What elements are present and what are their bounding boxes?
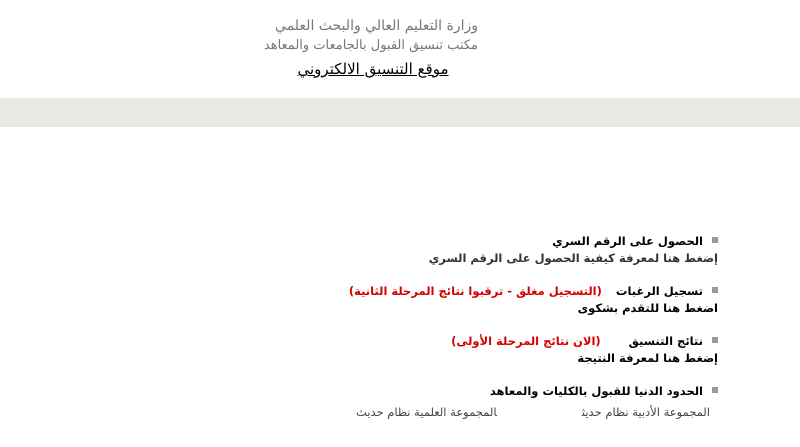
scientific-group-link[interactable]: المجموعة العلمية نظام حديث <box>355 405 497 419</box>
menu-item-minimum <box>218 383 718 400</box>
complaint-link[interactable]: اضغط هنا للتقدم بشكوى <box>577 301 718 315</box>
square-bullet-icon <box>712 287 718 293</box>
site-home-link[interactable]: موقع التنسيق الالكتروني <box>297 60 449 78</box>
results-link[interactable]: إضغط هنا لمعرفة النتيجة <box>577 351 718 365</box>
menu-item-title: نتائج التنسيق <box>628 334 703 348</box>
minimum-groups <box>290 405 710 419</box>
square-bullet-icon <box>712 337 718 343</box>
menu-item-results <box>218 333 718 367</box>
square-bullet-icon <box>712 387 718 393</box>
menu-item-title: تسجيل الرغبات <box>615 284 703 298</box>
square-bullet-icon <box>712 237 718 243</box>
office-name: مكتب تنسيق القبول بالجامعات والمعاهد <box>263 38 478 53</box>
menu-item-title: الحدود الدنيا للقبول بالكليات والمعاهد <box>489 384 703 398</box>
page-header <box>0 0 800 98</box>
menu-item-secret-number <box>218 233 718 267</box>
secret-number-link[interactable]: إضغط هنا لمعرفة كيفية الحصول على الرقم السري <box>428 251 718 265</box>
menu-item-title: الحصول على الرقم السري <box>552 234 703 248</box>
ministry-name: وزارة التعليم العالي والبحث العلمي <box>275 18 478 34</box>
menu-item-desires <box>218 283 718 317</box>
literary-group-link[interactable]: المجموعة الأدبية نظام حديث <box>581 405 710 419</box>
registration-status: (التسجيل مغلق - ترقبوا نتائج المرحلة الثانية) <box>348 284 602 298</box>
results-status: (الان نتائج المرحلة الأولى) <box>451 334 601 348</box>
header-band <box>0 98 800 127</box>
services-menu <box>218 233 718 416</box>
ministry-title <box>230 16 478 56</box>
